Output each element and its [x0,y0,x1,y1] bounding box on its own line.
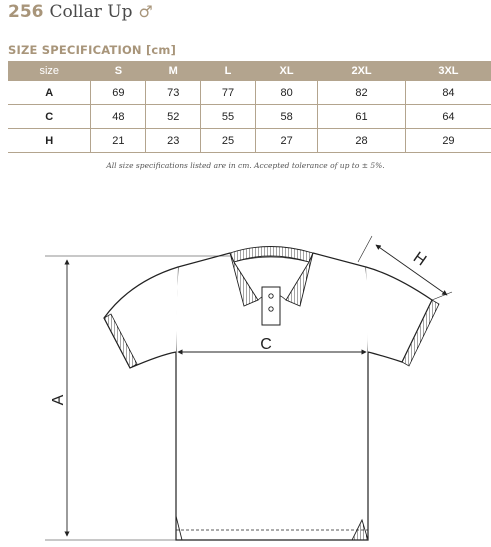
table-cell: 84 [405,81,491,105]
column-header: 2XL [318,61,406,81]
dimension-a-label: A [50,394,67,406]
column-header: L [201,61,256,81]
right-sleeve [366,267,432,362]
table-cell: 27 [255,129,317,153]
model-number: 256 [8,2,44,22]
row-label: A [8,81,91,105]
table-cell: 29 [405,129,491,153]
table-cell: 28 [318,129,406,153]
table-cell: 48 [91,105,146,129]
column-header: size [8,61,91,81]
table-cell: 52 [146,105,201,129]
table-cell: 61 [318,105,406,129]
table-cell: 25 [201,129,256,153]
button-icon [269,307,273,311]
table-cell: 58 [255,105,317,129]
left-sleeve [104,267,178,368]
guide-line [432,292,452,300]
row-label: H [8,129,91,153]
model-name: Collar Up [49,2,133,22]
table-cell: 77 [201,81,256,105]
row-label: C [8,105,91,129]
dimension-h-label: H [409,249,430,270]
table-cell: 80 [255,81,317,105]
column-header: S [91,61,146,81]
table-cell: 73 [146,81,201,105]
column-header: XL [255,61,317,81]
table-cell: 82 [318,81,406,105]
placket [262,287,280,325]
table-cell: 21 [91,129,146,153]
table-cell: 69 [91,81,146,105]
table-cell: 64 [405,105,491,129]
section-heading: SIZE SPECIFICATION [cm] [8,43,177,57]
button-icon [269,294,273,298]
table-cell: 55 [201,105,256,129]
male-symbol-icon: ♂ [138,2,153,21]
column-header: 3XL [405,61,491,81]
dimension-c-label: C [260,336,272,353]
column-header: M [146,61,201,81]
table-cell: 23 [146,129,201,153]
tolerance-note: All size specifications listed are in cm. Accepted tolerance of up to ± 5%. [106,161,385,170]
guide-line [358,236,372,262]
